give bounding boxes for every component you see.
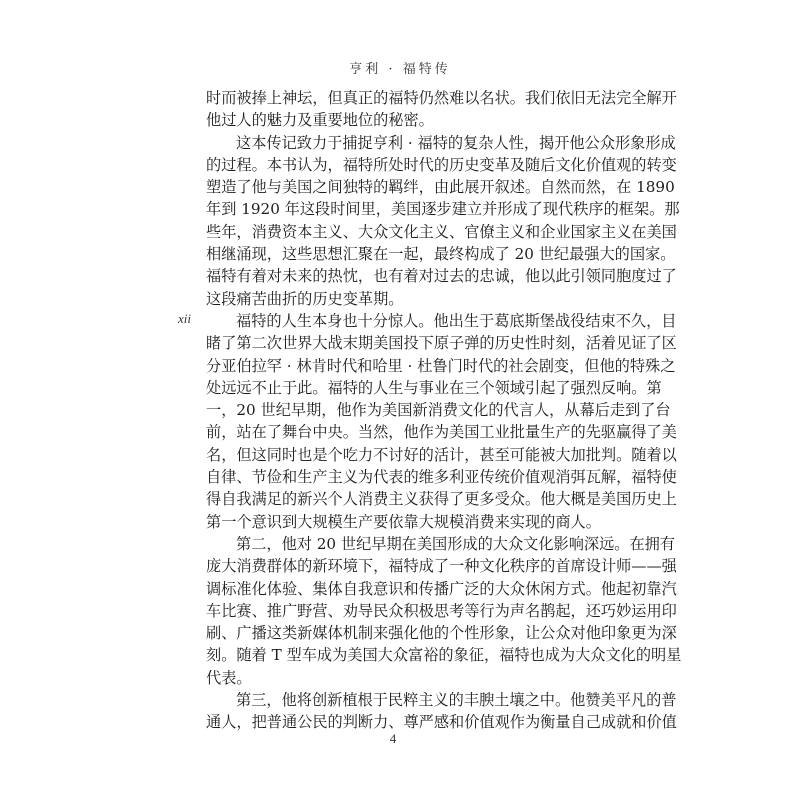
text-line: 前，站在了舞台中央。当然，他作为美国工业批量生产的先驱赢得了美 <box>206 423 677 442</box>
text-line: 处远远不止于此。福特的人生与事业在三个领域引起了强烈反响。第 <box>206 378 662 397</box>
body-text <box>206 87 682 734</box>
text-line: 塑造了他与美国之间独特的羁绊，由此展开叙述。自然而然，在 1890 <box>206 178 675 197</box>
text-line: 刷、广播这类新媒体机制来强化他的个性形象，让公众对他印象更为深 <box>206 624 677 643</box>
paragraph-5 <box>206 689 677 734</box>
text-line: 相继涌现，这些思想汇聚在一起，最终构成了 20 世纪最强大的国家。 <box>206 245 676 264</box>
text-line: 这本传记致力于捕捉亨利 · 福特的复杂人性，揭开他公众形象形成 <box>236 133 676 152</box>
text-line: 福特有着对未来的热忱，也有着对过去的忠诚，他以此引领同胞度过了 <box>206 267 677 286</box>
text-line: 睹了第二次世界大战末期美国投下原子弹的历史性时刻，活着见证了区 <box>206 334 677 353</box>
text-line: 这段痛苦曲折的历史变革期。 <box>206 289 404 308</box>
running-header: 亨利 · 福特传 <box>349 62 451 77</box>
paragraph-1 <box>206 87 677 132</box>
text-line: 第二，他对 20 世纪早期在美国形成的大众文化影响深远。在拥有 <box>236 534 676 553</box>
margin-page-reference: xii <box>178 311 191 326</box>
text-line: 代表。 <box>206 668 252 687</box>
text-line: 年到 1920 年这段时间里，美国逐步建立并形成了现代秩序的框架。那 <box>206 200 680 219</box>
text-line: 第三，他将创新植根于民粹主义的丰腴土壤之中。他赞美平凡的普 <box>236 691 677 710</box>
text-line: 刻。随着 T 型车成为美国大众富裕的象征，福特也成为大众文化的明星 <box>206 646 682 665</box>
text-line: 自律、节俭和生产主义为代表的维多利亚传统价值观消弭瓦解，福特使 <box>206 468 677 487</box>
paragraph-4 <box>206 533 682 689</box>
paragraph-3 <box>206 310 677 533</box>
page-number: 4 <box>389 731 397 746</box>
text-line: 庞大消费群体的新环境下，福特成了一种文化秩序的首席设计师——强 <box>206 557 677 576</box>
text-line: 福特的人生本身也十分惊人。他出生于葛底斯堡战役结束不久，目 <box>236 311 677 330</box>
text-line: 第一个意识到大规模生产要依靠大规模消费来实现的商人。 <box>206 512 601 531</box>
text-line: 时而被捧上神坛，但真正的福特仍然难以名状。我们依旧无法完全解开 <box>206 89 677 107</box>
paragraph-2 <box>206 132 680 310</box>
text-line: 一，20 世纪早期，他作为美国新消费文化的代言人，从幕后走到了台 <box>206 401 671 420</box>
text-line: 调标准化体验、集体自我意识和传播广泛的大众休闲方式。他起初靠汽 <box>206 579 677 598</box>
text-line: 车比赛、推广野营、劝导民众积极思考等行为声名鹊起，还巧妙运用印 <box>206 601 677 620</box>
text-line: 分亚伯拉罕 · 林肯时代和哈里 · 杜鲁门时代的社会剧变，但他的特殊之 <box>206 356 676 375</box>
text-line: 些年，消费资本主义、大众文化主义、官僚主义和企业国家主义在美国 <box>206 222 677 241</box>
text-line: 得自我满足的新兴个人消费主义获得了更多受众。他大概是美国历史上 <box>206 490 677 509</box>
text-line: 的过程。本书认为，福特所处时代的历史变革及随后文化价值观的转变 <box>206 155 677 174</box>
text-line: 他过人的魅力及重要地位的秘密。 <box>206 111 434 130</box>
text-line: 通人，把普通公民的判断力、尊严感和价值观作为衡量自己成就和价值 <box>206 713 677 732</box>
text-line: 名，但这同时也是个吃力不讨好的活计，甚至可能被大加批判。随着以 <box>206 445 677 464</box>
